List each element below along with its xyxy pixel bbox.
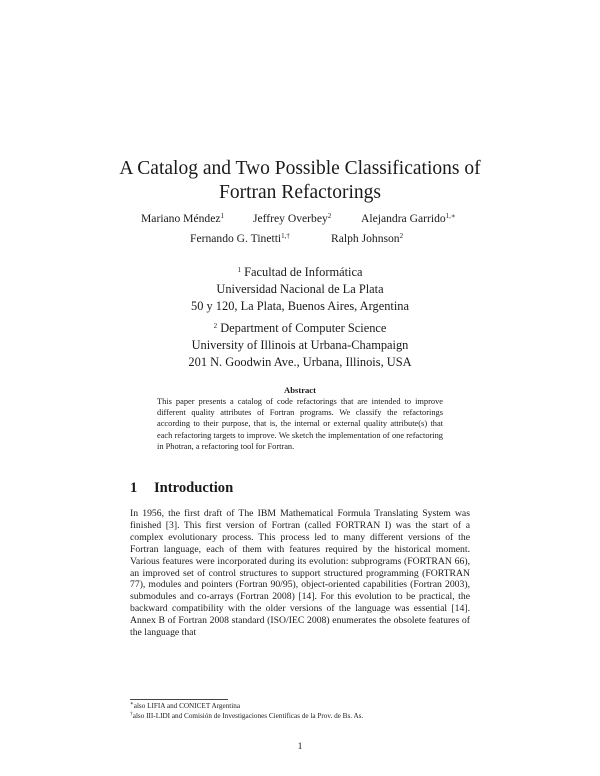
author-garrido: Alejandra Garrido$^{1,∗}$ [361, 212, 456, 225]
abstract-heading: Abstract [284, 385, 316, 395]
affiliation-1: $^1$ Facultad de Informática Universidad Nacional de La Plata 50 y 120, La Plata, Buenos Aires, Argentina [191, 265, 409, 313]
footnote-rule [130, 699, 228, 700]
paper-title [0, 157, 600, 205]
footnote-1: ∗also LIFIA and CONICET Argentina [130, 701, 241, 710]
abstract-text: This paper presents a catalog of code refactorings that are intended to improve different quality attributes of Fortran programs. We classify the refactorings according to their purpose, that is, the internal or external quality attribute(s) that each refactoring targets to improve. We sketch the implementation of one refactoring in Photran, a refactoring tool for Fortran. [157, 397, 443, 451]
title-line-1: A Catalog and Two Possible Classifications of [119, 158, 481, 179]
affiliation-2: $^2$ Department of Computer Science University of Illinois at Urbana-Champaign 201 N. Goodwin Ave., Urbana, Illinois, USA [188, 321, 412, 369]
section-number: 1 [130, 480, 138, 496]
section-heading [130, 480, 233, 497]
footnote-2: †also III-LIDI and Comisión de Investigaciones Científicas de la Prov. de Bs. As. [130, 711, 364, 720]
author-johnson: Ralph Johnson$^2$ [331, 232, 404, 245]
title-line-2: Fortran Refactorings [219, 182, 381, 203]
section-title: Introduction [154, 480, 234, 496]
page-number: 1 [297, 741, 303, 752]
author-tinetti: Fernando G. Tinetti$^{1,\dagger}$ [190, 232, 290, 245]
author-mendez: Mariano Méndez$^1$ [141, 212, 225, 225]
intro-paragraph: In 1956, the first draft of The IBM Mathematical Formula Translating System was finished [3]. This first version of Fortran (called FORTRAN I) was the start of a complex evolutionary process. This process led to many different versions of the Fortran language, each of them with features required by the historical moment. Various features were incorporated during its evolution: subprograms (FORTRAN 66), an improved set of control structures to support structured programming (FORTRAN 77), modules and pointers (Fortran 90/95), object-oriented capabilities (Fortran 2003), submodules and co-arrays (Fortran 2008) [14]. For this evolution to be practical, the backward compatibility with the older versions of the language was essential [14]. Annex B of Fortran 2008 standard (ISO/IEC 2008) enumerates the obsolete features of the language that [130, 508, 470, 639]
author-overbey: Jeffrey Overbey$^2$ [253, 212, 332, 225]
